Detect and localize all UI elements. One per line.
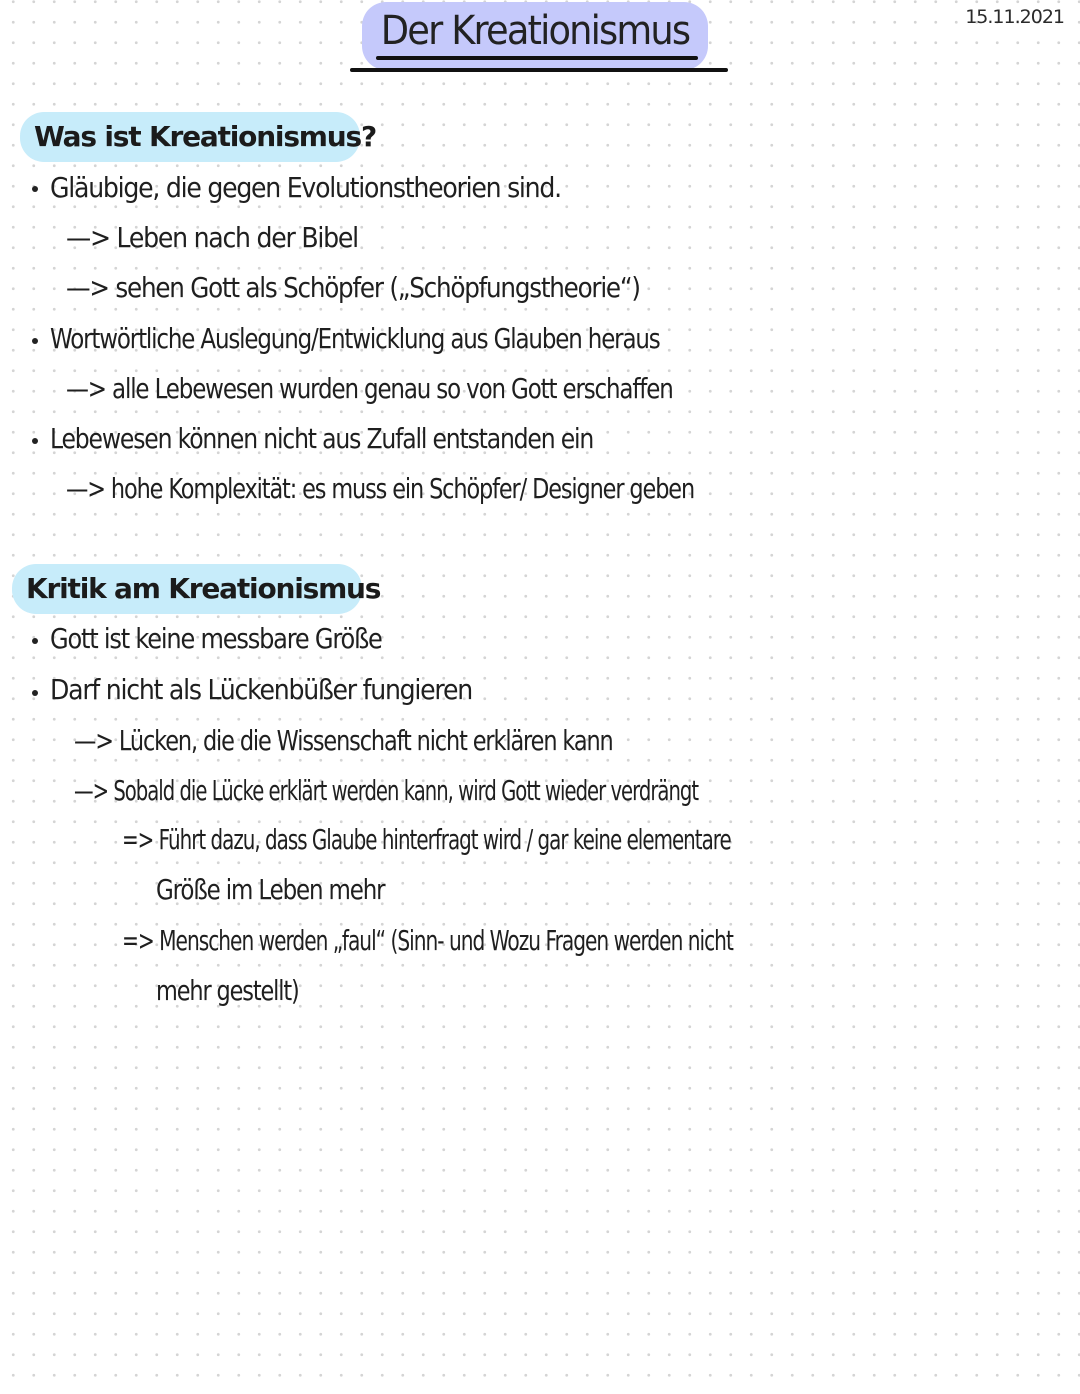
- section-heading-highlight: [12, 564, 381, 614]
- section-heading: Was ist Kreationismus?: [34, 120, 377, 153]
- section-heading-highlight: [20, 112, 377, 162]
- list-item: Lebewesen können nicht aus Zufall entstanden ein: [50, 422, 594, 455]
- list-item: Größe im Leben mehr: [156, 873, 385, 906]
- list-item: Gott ist keine messbare Größe: [50, 622, 382, 655]
- date-label: 15.11.2021: [965, 6, 1064, 28]
- title-underline-long: [350, 68, 728, 72]
- title-underline: [376, 56, 698, 60]
- list-item: —> Sobald die Lücke erklärt werden kann, wird Gott wieder verdrängt: [74, 774, 699, 807]
- list-item: => Führt dazu, dass Glaube hinterfragt wird / gar keine elementare: [122, 823, 731, 856]
- list-item: —> Leben nach der Bibel: [66, 221, 358, 254]
- bullet-dot: [32, 438, 38, 444]
- list-item: —> Lücken, die die Wissenschaft nicht erklären kann: [74, 724, 613, 757]
- list-item: Wortwörtliche Auslegung/Entwicklung aus Glauben heraus: [50, 322, 660, 355]
- page-title: Der Kreationismus: [380, 8, 690, 54]
- bullet-dot: [32, 690, 38, 696]
- list-item: —> alle Lebewesen wurden genau so von Gott erschaffen: [66, 372, 673, 405]
- list-item: Darf nicht als Lückenbüßer fungieren: [50, 673, 472, 706]
- bullet-dot: [32, 186, 38, 192]
- section-heading: Kritik am Kreationismus: [26, 572, 381, 605]
- list-item: —> sehen Gott als Schöpfer („Schöpfungstheorie“): [66, 271, 640, 304]
- list-item: —> hohe Komplexität: es muss ein Schöpfer/ Designer geben: [66, 472, 695, 505]
- bullet-dot: [32, 638, 38, 644]
- list-item: Gläubige, die gegen Evolutionstheorien sind.: [50, 171, 561, 204]
- bullet-dot: [32, 338, 38, 344]
- list-item: mehr gestellt): [156, 974, 299, 1007]
- list-item: => Menschen werden „faul“ (Sinn- und Wozu Fragen werden nicht: [122, 924, 733, 957]
